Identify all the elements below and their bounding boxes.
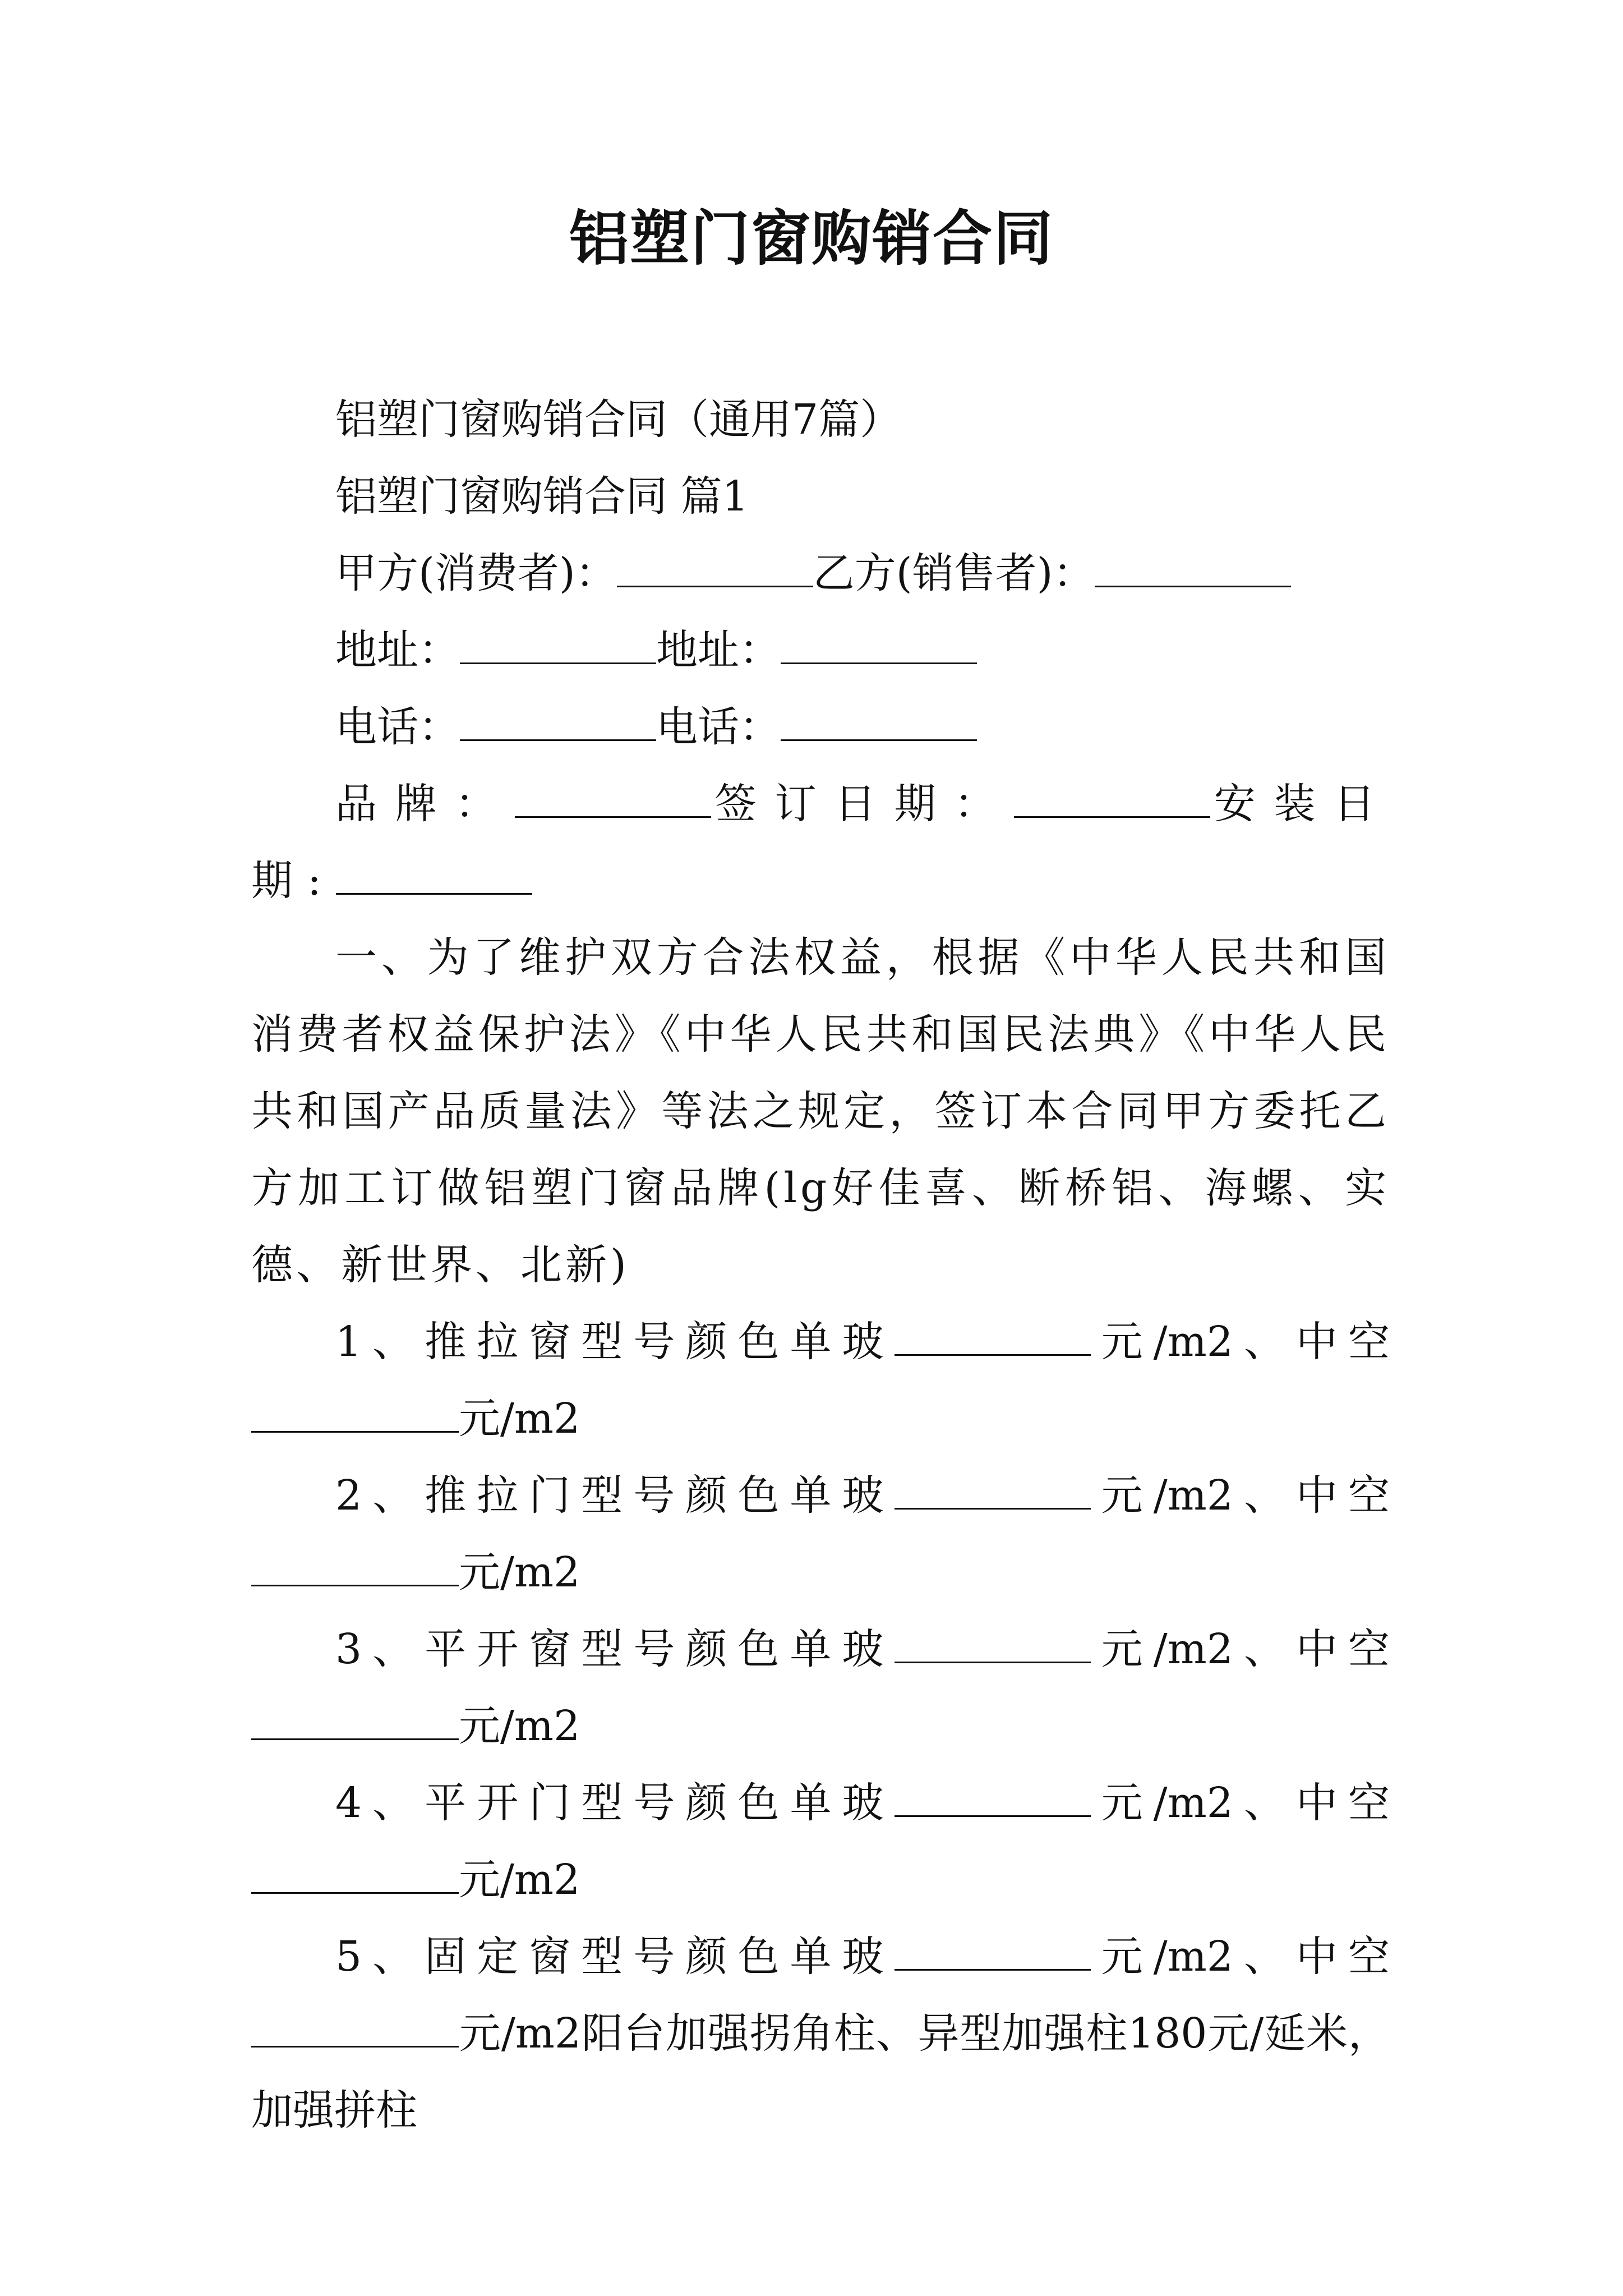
item-3-blank-hollow	[251, 1705, 459, 1740]
section-heading: 铝塑门窗购销合同 篇1	[335, 472, 749, 521]
brand-date-line	[251, 766, 1390, 919]
phone-a-blank	[460, 706, 656, 741]
item-4-blank-hollow	[251, 1858, 459, 1894]
item-3-blank-single	[895, 1628, 1091, 1663]
item-1-unit: 元/m2、中空	[1090, 1318, 1390, 1366]
subtitle-line: 铝塑门窗购销合同（通用7篇）	[335, 395, 902, 444]
item-1	[251, 1304, 1390, 1457]
sign-date-label: 签订日期：	[711, 780, 1014, 828]
item-3-label: 3、平开窗型号颜色单玻	[335, 1625, 895, 1673]
address-b-label: 地址：	[656, 626, 781, 674]
address-a-label: 地址：	[335, 626, 460, 674]
item-2-unit: 元/m2、中空	[1090, 1471, 1390, 1520]
install-date-blank	[336, 859, 532, 895]
sign-date-blank	[1014, 783, 1210, 818]
address-b-blank	[781, 629, 977, 664]
item-2-end: 元/m2	[459, 1548, 580, 1596]
phone-line	[251, 689, 1390, 766]
parties-line	[251, 535, 1390, 612]
party-b-label: 乙方(销售者)：	[813, 549, 1095, 597]
item-4-label: 4、平开门型号颜色单玻	[335, 1779, 895, 1827]
item-2-label: 2、推拉门型号颜色单玻	[335, 1471, 895, 1520]
item-3	[251, 1611, 1390, 1765]
item-5	[251, 1918, 1390, 2149]
address-a-blank	[460, 629, 656, 664]
phone-b-label: 电话：	[656, 703, 781, 751]
item-4-unit: 元/m2、中空	[1090, 1779, 1390, 1827]
item-3-end: 元/m2	[459, 1702, 580, 1750]
item-4	[251, 1765, 1390, 1918]
item-1-blank-single	[895, 1320, 1091, 1356]
item-3-unit: 元/m2、中空	[1090, 1625, 1390, 1673]
item-4-end: 元/m2	[459, 1856, 580, 1904]
brand-blank	[515, 783, 711, 818]
phone-a-label: 电话：	[335, 703, 460, 751]
document-title: 铝塑门窗购销合同	[569, 203, 1054, 273]
brand-label: 品牌：	[335, 780, 515, 828]
item-5-end: 元/m2阳台加强拐角柱、异型加强柱180元/延米，加强拼柱	[251, 2009, 1390, 2134]
item-5-blank-single	[895, 1935, 1091, 1971]
item-2-blank-single	[895, 1474, 1091, 1510]
item-2	[251, 1457, 1390, 1611]
item-1-end: 元/m2	[459, 1395, 580, 1443]
item-4-blank-single	[895, 1782, 1091, 1817]
address-line	[251, 612, 1390, 689]
item-1-blank-hollow	[251, 1397, 459, 1433]
install-date-label: 安装日期:	[251, 780, 1390, 905]
item-5-blank-hollow	[251, 2012, 459, 2047]
item-2-blank-hollow	[251, 1551, 459, 1586]
document-body	[251, 381, 1390, 2149]
party-b-blank	[1095, 552, 1291, 587]
item-5-label: 5、固定窗型号颜色单玻	[335, 1932, 895, 1981]
clause-1: 一、为了维护双方合法权益，根据《中华人民共和国消费者权益保护法》《中华人民共和国民法典》《中华人民共和国产品质量法》等法之规定，签订本合同甲方委托乙方加工订做铝塑门窗品牌(lg好佳喜、断桥铝、海螺、实德、新世界、北新)	[251, 933, 1390, 1289]
item-5-unit: 元/m2、中空	[1090, 1932, 1390, 1981]
phone-b-blank	[781, 706, 977, 741]
party-a-label: 甲方(消费者)：	[335, 549, 617, 597]
item-1-label: 1、推拉窗型号颜色单玻	[335, 1318, 895, 1366]
party-a-blank	[617, 552, 813, 587]
